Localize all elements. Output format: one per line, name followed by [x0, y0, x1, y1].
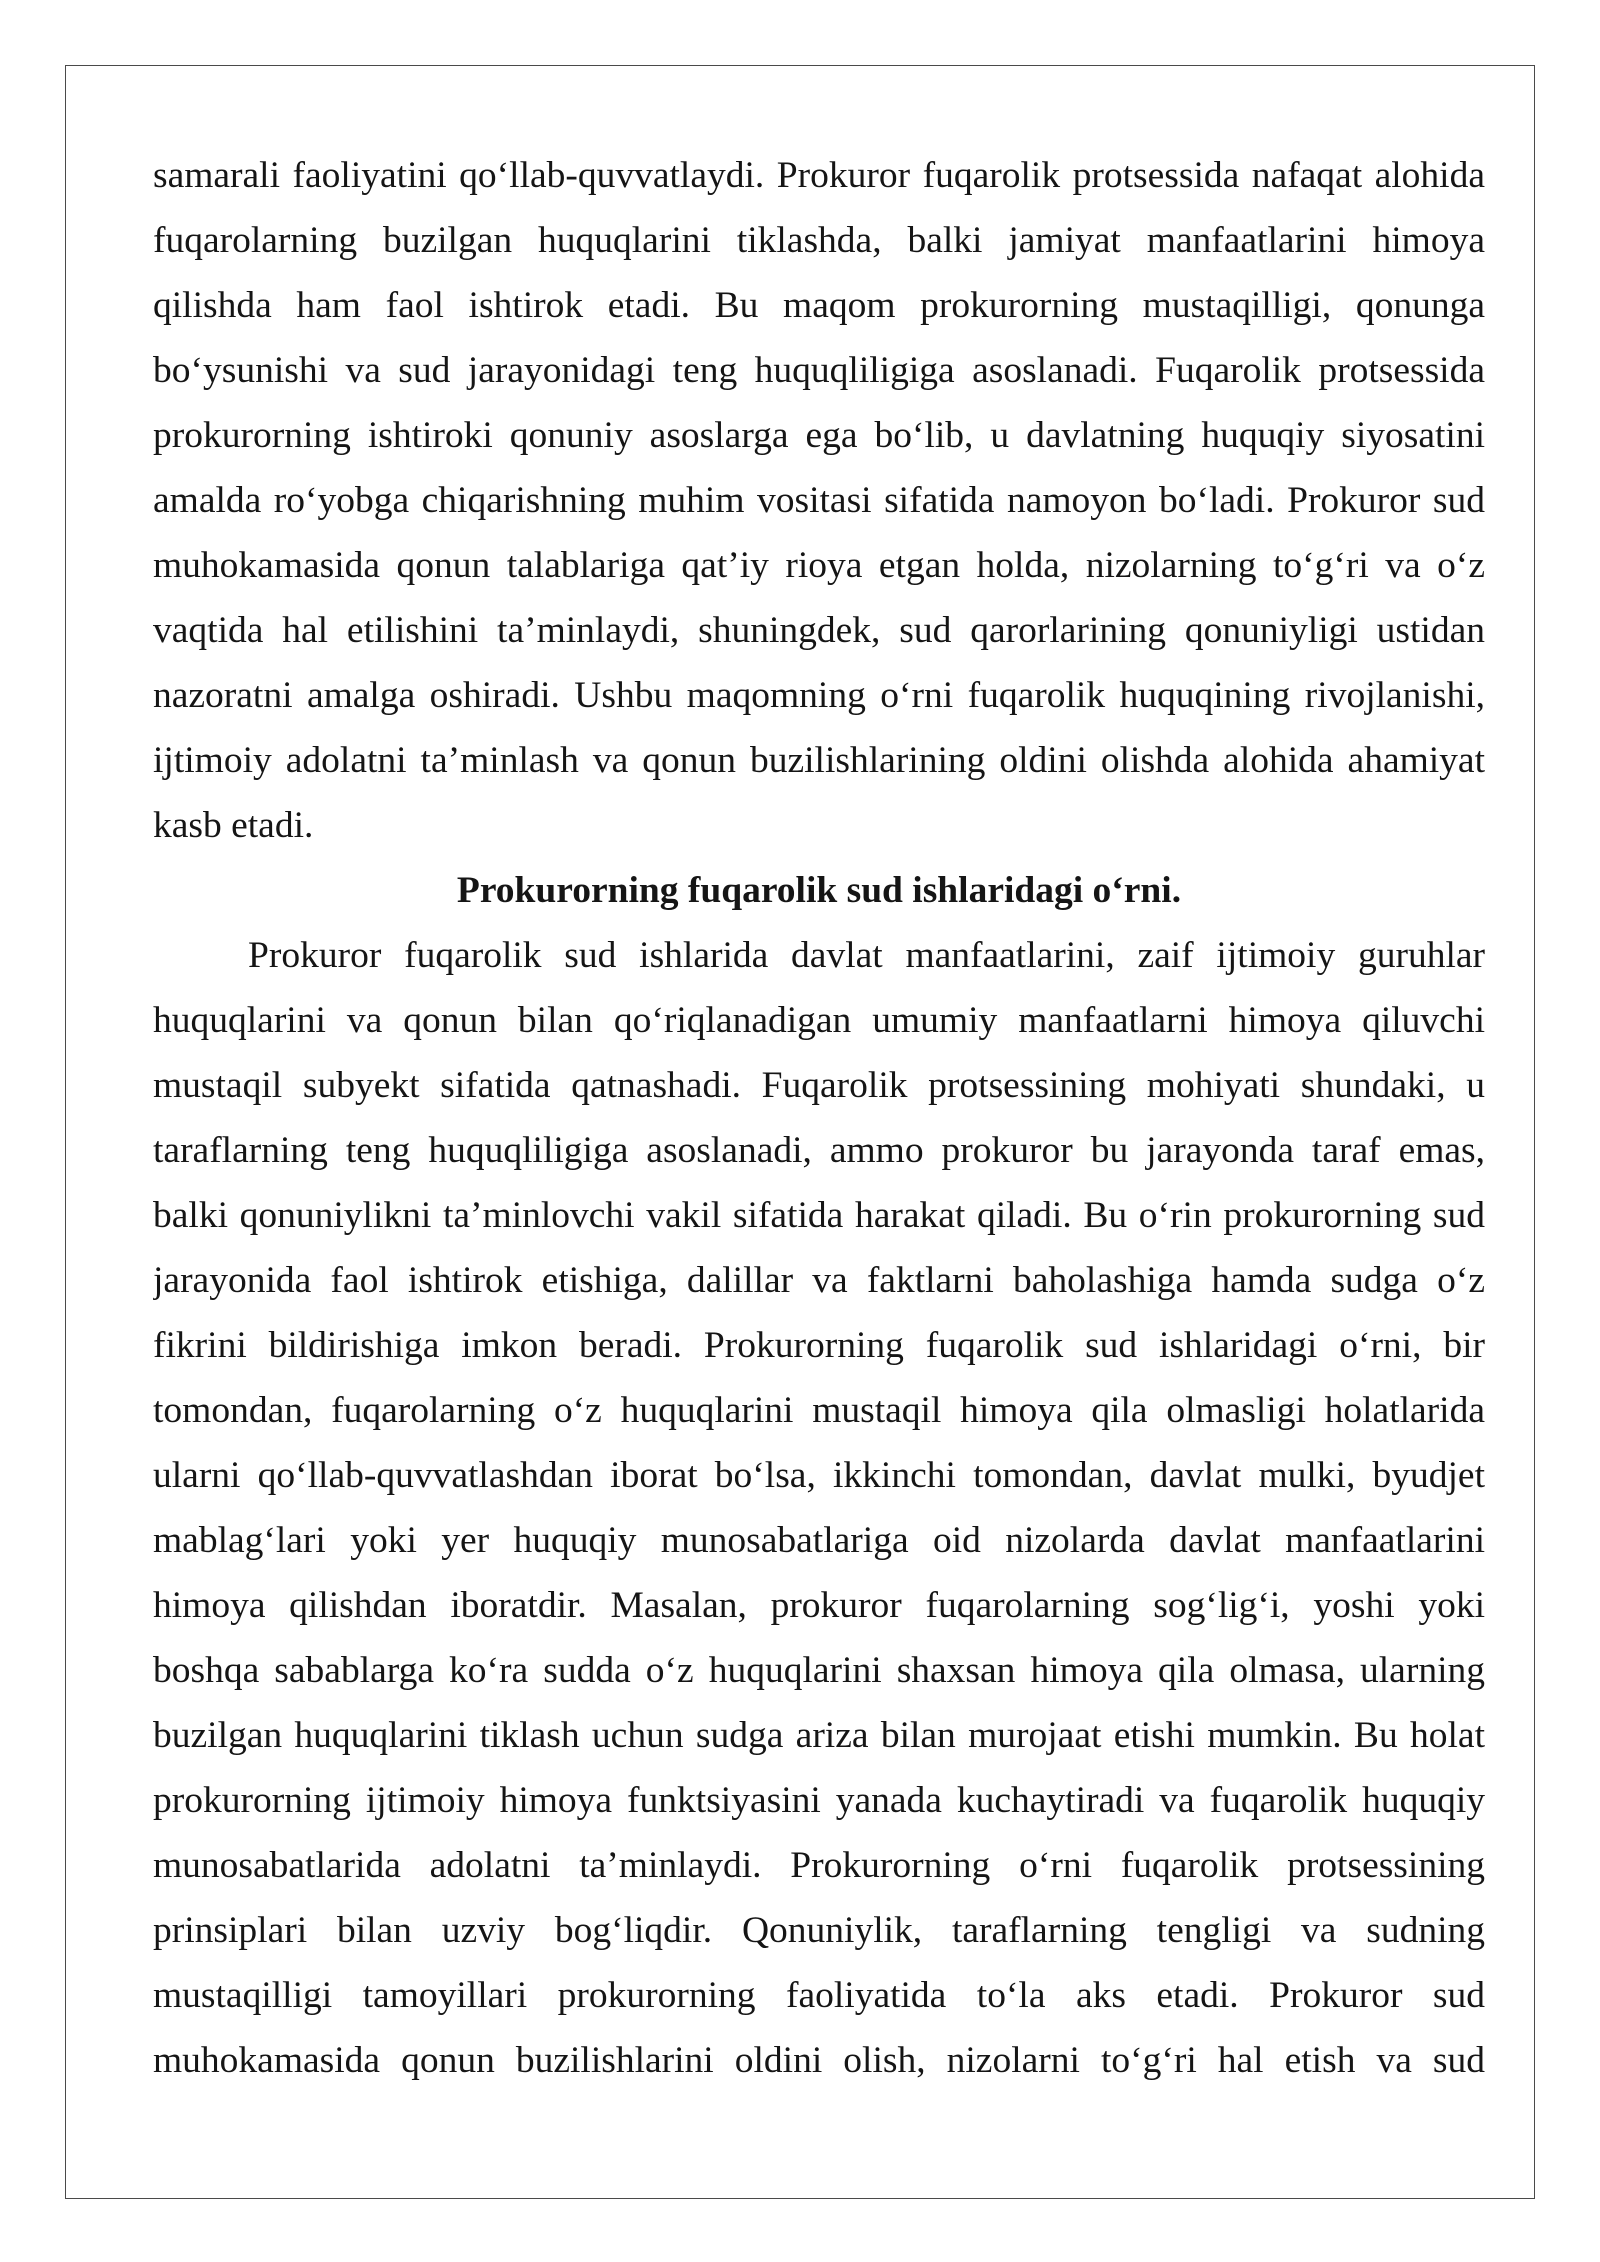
text-line: taraflarning teng huquqliligiga asoslanadi, ammo prokuror bu jarayonda taraf emas, [153, 1130, 1485, 1171]
text-line: himoya qilishdan iboratdir. Masalan, prokuror fuqarolarning sog‘lig‘i, yoshi yoki [153, 1585, 1485, 1626]
text-line: bo‘ysunishi va sud jarayonidagi teng huquqliligiga asoslanadi. Fuqarolik protsessida [153, 350, 1485, 391]
text-line: nazoratni amalga oshiradi. Ushbu maqomning o‘rni fuqarolik huquqining rivojlanishi, [153, 675, 1485, 716]
text-line: muhokamasida qonun buzilishlarini oldini olish, nizolarni to‘g‘ri hal etish va sud [153, 2040, 1485, 2081]
text-line: prinsiplari bilan uzviy bog‘liqdir. Qonuniylik, taraflarning tengligi va sudning [153, 1910, 1485, 1951]
text-line: amalda ro‘yobga chiqarishning muhim vositasi sifatida namoyon bo‘ladi. Prokuror sud [153, 480, 1485, 521]
text-line: mablag‘lari yoki yer huquqiy munosabatlariga oid nizolarda davlat manfaatlarini [153, 1520, 1485, 1561]
paragraph [153, 143, 1485, 858]
text-line: munosabatlarida adolatni ta’minlaydi. Prokurorning o‘rni fuqarolik protsessining [153, 1845, 1485, 1886]
text-line: mustaqil subyekt sifatida qatnashadi. Fuqarolik protsessining mohiyati shundaki, u [153, 1065, 1485, 1106]
text-line: vaqtida hal etilishini ta’minlaydi, shuningdek, sud qarorlarining qonuniyligi ustidan [153, 610, 1485, 651]
paragraph [153, 923, 1485, 2093]
text-line: huquqlarini va qonun bilan qo‘riqlanadigan umumiy manfaatlarni himoya qiluvchi [153, 1000, 1485, 1041]
text-line: ijtimoiy adolatni ta’minlash va qonun buzilishlarining oldini olishda alohida ahamiyat [153, 740, 1485, 781]
text-line: kasb etadi. [153, 805, 314, 846]
section-heading: Prokurorning fuqarolik sud ishlaridagi o‘rni. [456, 870, 1182, 911]
text-line: qilishda ham faol ishtirok etadi. Bu maqom prokurorning mustaqilligi, qonunga [153, 285, 1485, 326]
text-line: Prokuror fuqarolik sud ishlarida davlat manfaatlarini, zaif ijtimoiy guruhlar [248, 935, 1485, 976]
text-line: balki qonuniylikni ta’minlovchi vakil sifatida harakat qiladi. Bu o‘rin prokurorning sud [153, 1195, 1485, 1236]
text-line: fikrini bildirishiga imkon beradi. Prokurorning fuqarolik sud ishlaridagi o‘rni, bir [153, 1325, 1485, 1366]
text-line: tomondan, fuqarolarning o‘z huquqlarini mustaqil himoya qila olmasligi holatlarida [153, 1390, 1485, 1431]
text-line: muhokamasida qonun talablariga qat’iy rioya etgan holda, nizolarning to‘g‘ri va o‘z [153, 545, 1485, 586]
text-line: fuqarolarning buzilgan huquqlarini tiklashda, balki jamiyat manfaatlarini himoya [153, 220, 1485, 261]
text-line: prokurorning ishtiroki qonuniy asoslarga ega bo‘lib, u davlatning huquqiy siyosatini [153, 415, 1485, 456]
text-line: jarayonida faol ishtirok etishiga, dalillar va faktlarni baholashiga hamda sudga o‘z [153, 1260, 1485, 1301]
text-line: buzilgan huquqlarini tiklash uchun sudga ariza bilan murojaat etishi mumkin. Bu holat [153, 1715, 1485, 1756]
text-line: samarali faoliyatini qo‘llab-quvvatlaydi. Prokuror fuqarolik protsessida nafaqat alohida [153, 155, 1485, 196]
text-line: prokurorning ijtimoiy himoya funktsiyasini yanada kuchaytiradi va fuqarolik huquqiy [153, 1780, 1485, 1821]
text-line: boshqa sabablarga ko‘ra sudda o‘z huquqlarini shaxsan himoya qila olmasa, ularning [153, 1650, 1485, 1691]
document-body [153, 143, 1485, 2093]
text-line: ularni qo‘llab-quvvatlashdan iborat bo‘lsa, ikkinchi tomondan, davlat mulki, byudjet [153, 1455, 1485, 1496]
text-line: mustaqilligi tamoyillari prokurorning faoliyatida to‘la aks etadi. Prokuror sud [153, 1975, 1485, 2016]
